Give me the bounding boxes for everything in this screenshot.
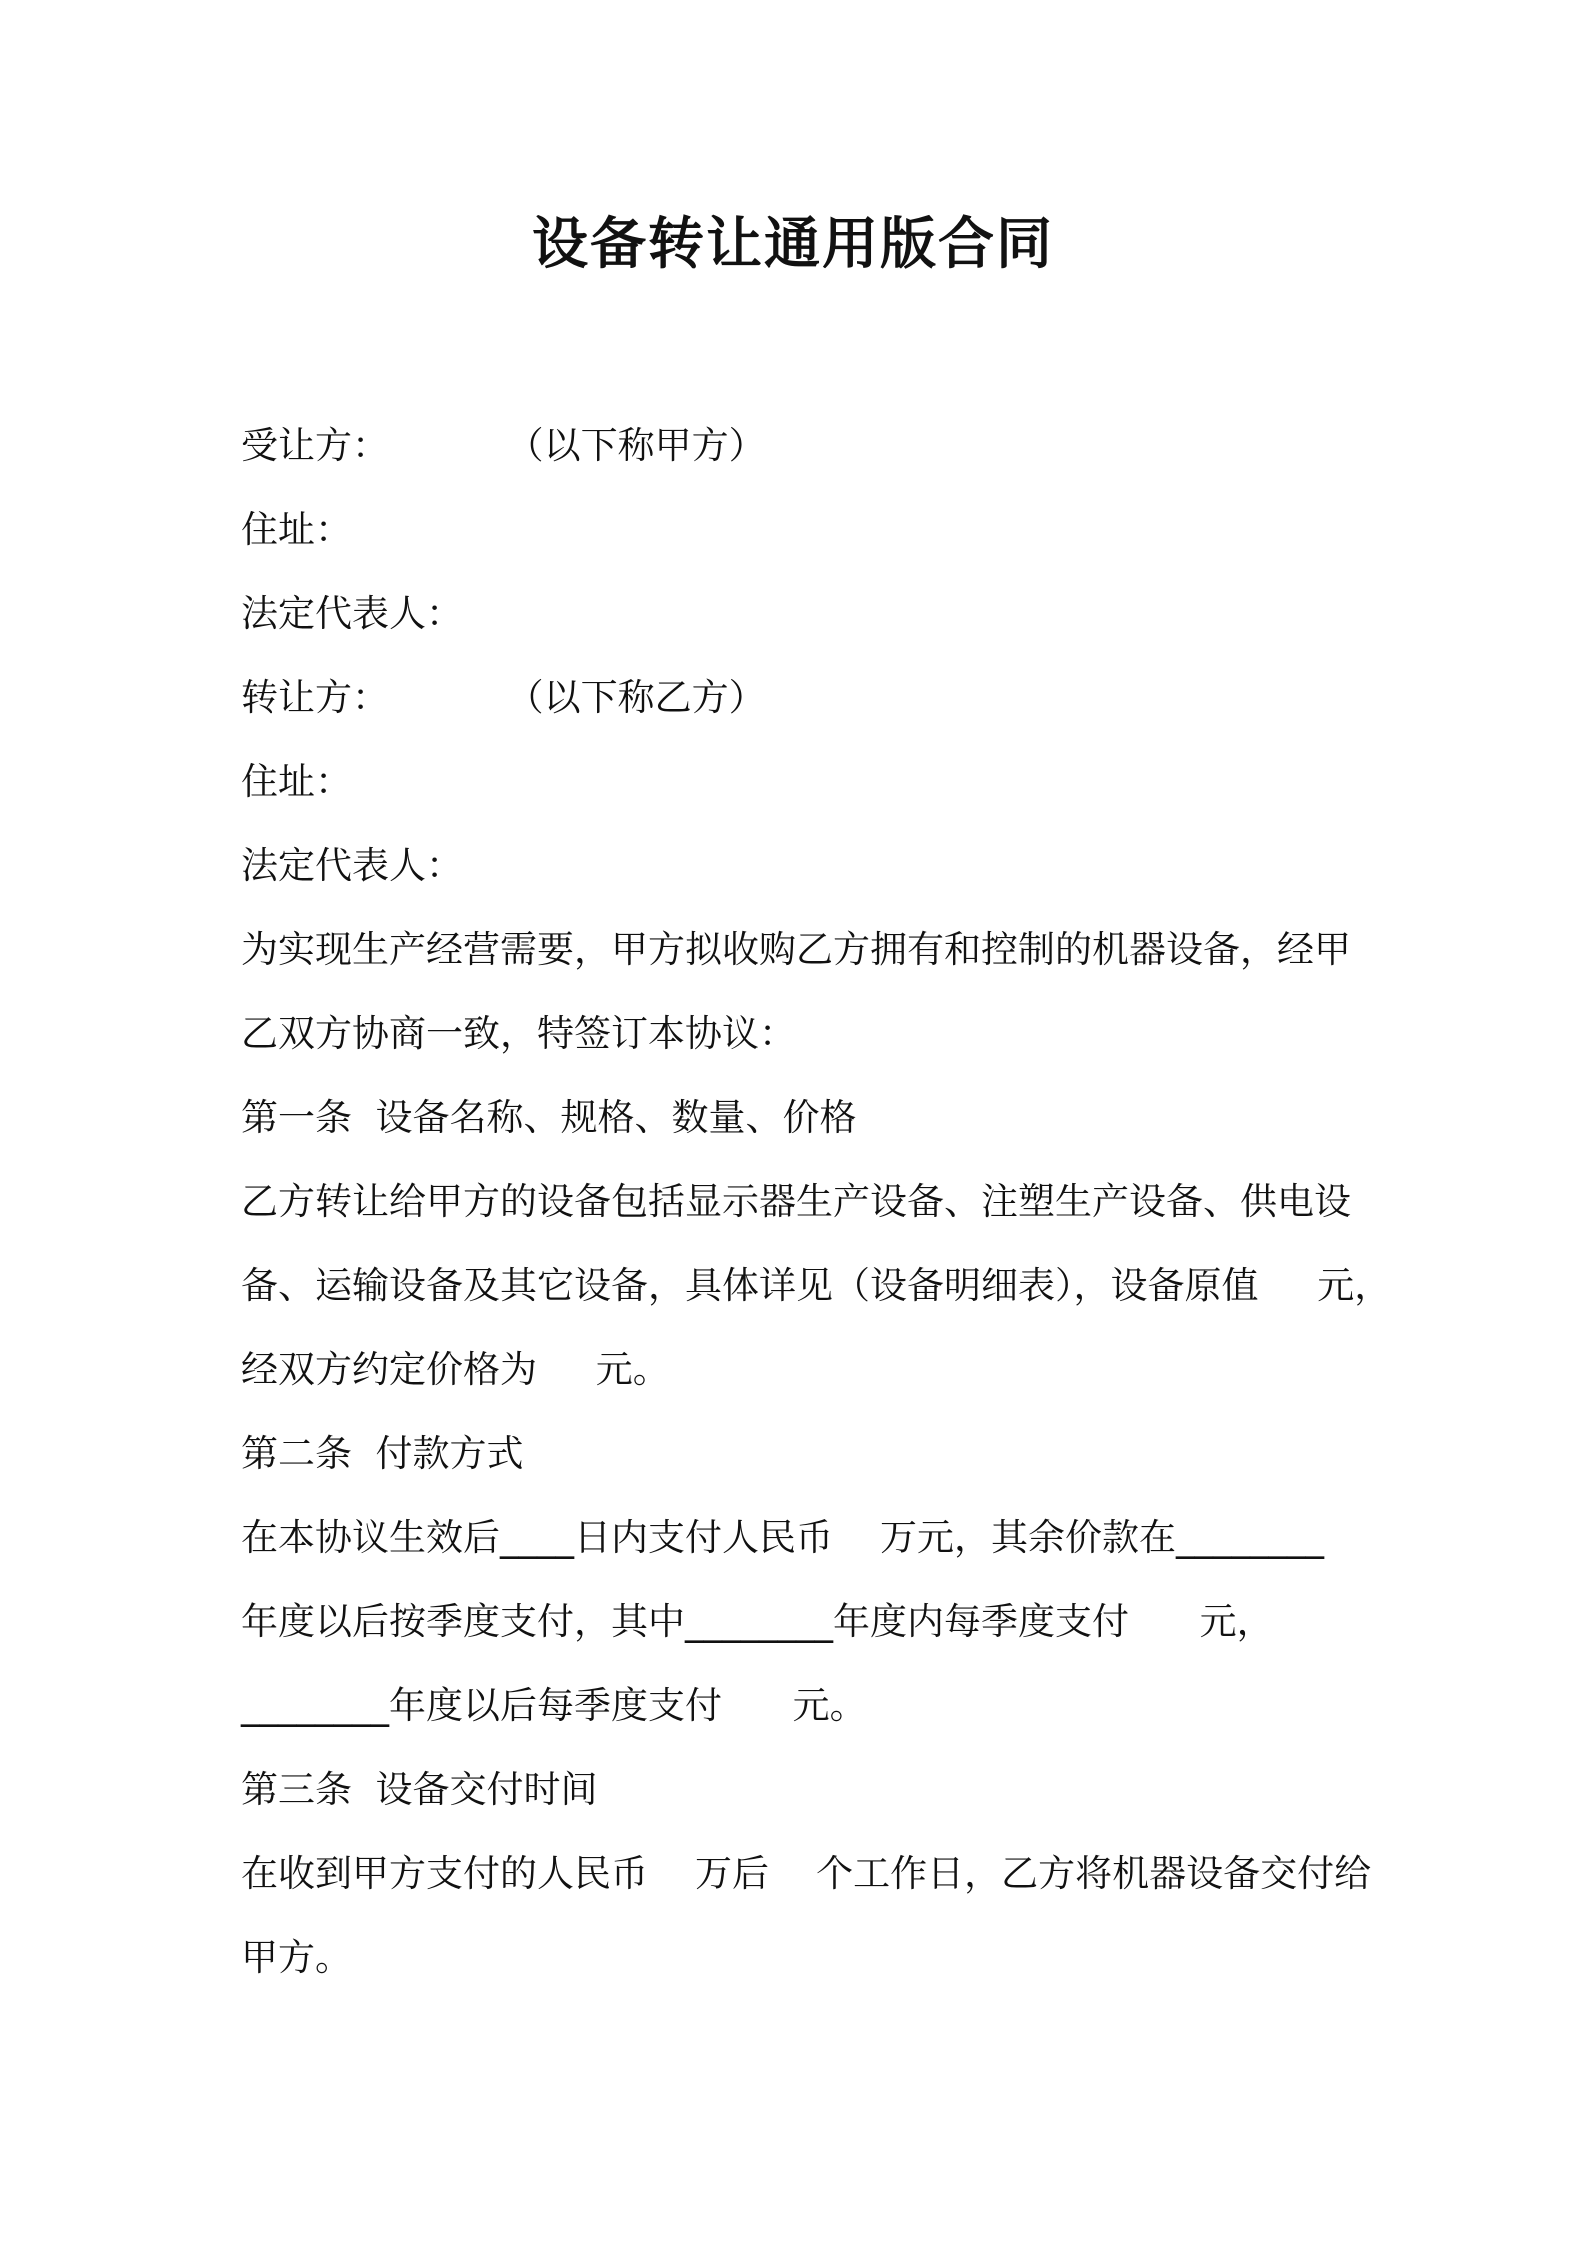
document-title: 设备转让通用版合同 [532,212,1054,277]
assignee-representative-line: 法定代表人： [241,592,463,635]
article-text-line: 乙方转让给甲方的设备包括显示器生产设备、注塑生产设备、供电设 [241,1180,1351,1223]
article-heading: 第三条 设备交付时间 [241,1768,598,1811]
assignor-address-line: 住址： [241,760,352,803]
assignee-address-line: 住址： [241,508,352,551]
article-text-line: 在本协议生效后____日内支付人民币 万元，其余价款在________ [241,1516,1325,1559]
preamble-line: 为实现生产经营需要，甲方拟收购乙方拥有和控制的机器设备，经甲 [241,928,1351,971]
contract-body [241,404,1392,2000]
article-heading: 第二条 付款方式 [241,1432,524,1475]
article-text-line: 在收到甲方支付的人民币 万后 个工作日，乙方将机器设备交付给 [241,1852,1372,1895]
article-text-line: ________年度以后每季度支付 元。 [241,1684,867,1727]
article-text-line: 备、运输设备及其它设备，具体详见（设备明细表），设备原值 元， [241,1264,1392,1307]
article-text-line: 年度以后按季度支付，其中________年度内每季度支付 元， [241,1600,1274,1643]
preamble-line: 乙双方协商一致，特签订本协议： [241,1012,796,1055]
article-text-line: 经双方约定价格为 元。 [241,1348,670,1391]
assignor-line: 转让方： （以下称乙方） [241,676,766,719]
assignee-line: 受让方： （以下称甲方） [241,424,766,467]
assignor-representative-line: 法定代表人： [241,844,463,887]
article-heading: 第一条 设备名称、规格、数量、价格 [241,1096,857,1139]
article-text-line: 甲方。 [241,1936,352,1979]
